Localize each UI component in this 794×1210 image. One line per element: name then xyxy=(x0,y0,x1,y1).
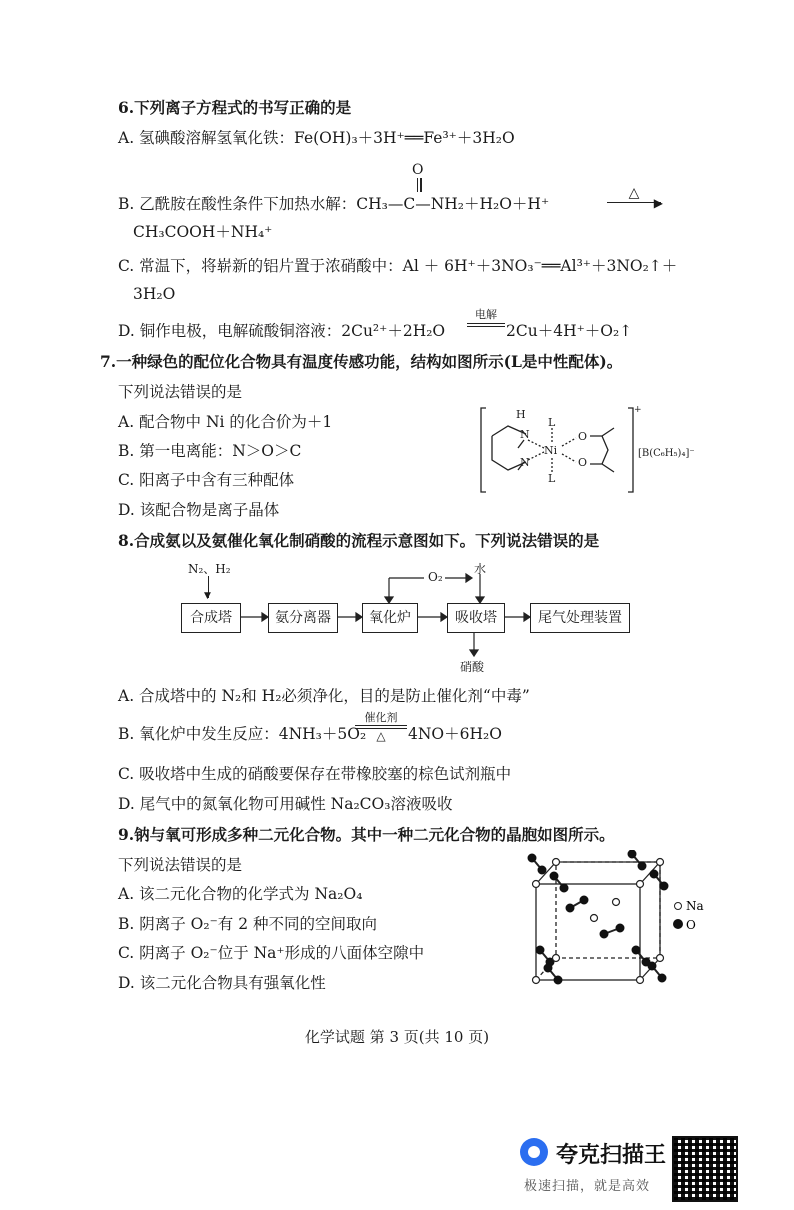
flow-water-label: 水 xyxy=(474,562,487,576)
bond-ni-o-top xyxy=(562,438,576,446)
q9-option-b: B. 阴离子 O₂⁻有 2 种不同的空间取向 xyxy=(118,915,377,933)
catalyst-label: 催化剂 xyxy=(364,711,398,724)
q6-option-b: B. 乙酰胺在酸性条件下加热水解：CH₃—C—NH₂＋H₂O＋H⁺ xyxy=(118,195,550,213)
q8-catalyst-cond xyxy=(355,712,407,743)
q7-option-d: D. 该配合物是离子晶体 xyxy=(118,501,280,519)
bond-ni-n-bot xyxy=(528,452,544,460)
legend-na-icon xyxy=(675,903,682,910)
q7-stem: 7.一种绿色的配位化合物具有温度传感功能，结构如图所示(L是中性配体)。 xyxy=(100,352,623,371)
label-l-top: L xyxy=(548,416,556,429)
q6-option-b-cont: CH₃COOH＋NH₄⁺ xyxy=(133,223,273,241)
q6-option-c-cont: 3H₂O xyxy=(133,285,176,303)
legend-o-label: O xyxy=(686,918,696,932)
q9-unit-cell xyxy=(520,850,720,990)
flow-arrows xyxy=(0,560,794,670)
q7-complex-structure xyxy=(478,404,718,496)
flow-box-ammonia-separator: 氨分离器 xyxy=(268,603,338,633)
q8-option-a: A. 合成塔中的 N₂和 H₂必须净化，目的是防止催化剂“中毒” xyxy=(118,687,530,705)
flow-product-label: 硝酸 xyxy=(460,660,485,674)
qr-code-icon xyxy=(672,1136,738,1202)
n-methyl-top xyxy=(518,440,524,448)
flow-input-label: N₂、H₂ xyxy=(188,562,231,576)
q6-option-d-pre: D. 铜作电极，电解硫酸铜溶液：2Cu²⁺＋2H₂O xyxy=(118,322,446,340)
q9-option-d: D. 该二元化合物具有强氧化性 xyxy=(118,974,326,992)
flow-box-synthesis-tower: 合成塔 xyxy=(181,603,241,633)
label-o-top: O xyxy=(578,430,588,443)
label-n-bot: N xyxy=(520,456,530,469)
quark-logo-icon xyxy=(520,1138,548,1166)
label-n-top: N xyxy=(520,428,530,441)
bracket-right xyxy=(628,408,633,492)
q7-option-c: C. 阳离子中含有三种配体 xyxy=(118,471,295,489)
bond-ni-o-bot xyxy=(562,454,576,462)
acac-mid xyxy=(602,436,608,464)
q6-option-d-post: 2Cu＋4H⁺＋O₂↑ xyxy=(506,322,633,340)
heat-symbol: △ xyxy=(376,729,386,743)
flow-box-tail-gas-treatment: 尾气处理装置 xyxy=(530,603,630,633)
q9-stem-2: 下列说法错误的是 xyxy=(118,856,243,874)
q9-option-c: C. 阴离子 O₂⁻位于 Na⁺形成的八面体空隙中 xyxy=(118,944,425,962)
bracket-left xyxy=(481,408,486,492)
q9-option-a: A. 该二元化合物的化学式为 Na₂O₄ xyxy=(118,885,363,903)
q6-electrolysis-cond xyxy=(467,309,505,327)
q7-option-a: A. 配合物中 Ni 的化合价为＋1 xyxy=(118,413,333,431)
q7-option-b: B. 第一电离能：N＞O＞C xyxy=(118,442,302,460)
q8-option-d: D. 尾气中的氮氧化物可用碱性 Na₂CO₃溶液吸收 xyxy=(118,795,453,813)
q6-double-bond xyxy=(417,178,419,192)
label-h: H xyxy=(516,408,526,421)
watermark-slogan: 极速扫描，就是高效 xyxy=(524,1179,651,1194)
acac-bot xyxy=(590,464,614,472)
q6-carbonyl-o: O xyxy=(412,162,424,178)
legend-o-icon xyxy=(673,919,683,929)
flow-o2-label: O₂ xyxy=(428,570,443,584)
q8-option-c: C. 吸收塔中生成的硝酸要保存在带橡胶塞的棕色试剂瓶中 xyxy=(118,765,512,783)
electrolysis-label: 电解 xyxy=(475,308,497,321)
q6-heat-arrow: △ ▶ xyxy=(607,186,661,203)
flow-box-oxidation-furnace: 氧化炉 xyxy=(362,603,418,633)
q9-stem: 9.钠与氧可形成多种二元化合物。其中一种二元化合物的晶胞如图所示。 xyxy=(118,825,615,844)
q8-stem: 8.合成氨以及氨催化氧化制硝酸的流程示意图如下。下列说法错误的是 xyxy=(118,531,600,550)
label-anion: [B(C₆H₅)₄]⁻ xyxy=(638,448,695,459)
q8-option-b-pre: B. 氧化炉中发生反应：4NH₃＋5O₂ xyxy=(118,725,367,743)
q7-stem-2: 下列说法错误的是 xyxy=(118,383,243,401)
q6-stem: 6.下列离子方程式的书写正确的是 xyxy=(118,98,352,117)
label-ni: Ni xyxy=(544,444,558,457)
q6-option-c: C. 常温下，将崭新的铝片置于浓硝酸中：Al ＋ 6H⁺＋3NO₃⁻══Al³⁺＋3NO₂↑＋ xyxy=(118,257,678,275)
label-l-bot: L xyxy=(548,472,556,485)
bond-ni-n-top xyxy=(528,440,544,448)
label-o-bot: O xyxy=(578,456,588,469)
page-footer: 化学试题 第 3 页(共 10 页) xyxy=(304,1028,490,1046)
q6-option-a: A. 氢碘酸溶解氢氧化铁：Fe(OH)₃＋3H⁺══Fe³⁺＋3H₂O xyxy=(118,129,515,147)
watermark-brand: 夸克扫描王 xyxy=(556,1143,667,1168)
heat-symbol: △ xyxy=(628,185,640,201)
flow-box-absorption-tower: 吸收塔 xyxy=(447,603,505,633)
legend-na-label: Na xyxy=(686,899,704,913)
label-charge: + xyxy=(634,405,642,415)
acac-top xyxy=(590,428,614,436)
q8-option-b-post: 4NO＋6H₂O xyxy=(408,725,502,743)
